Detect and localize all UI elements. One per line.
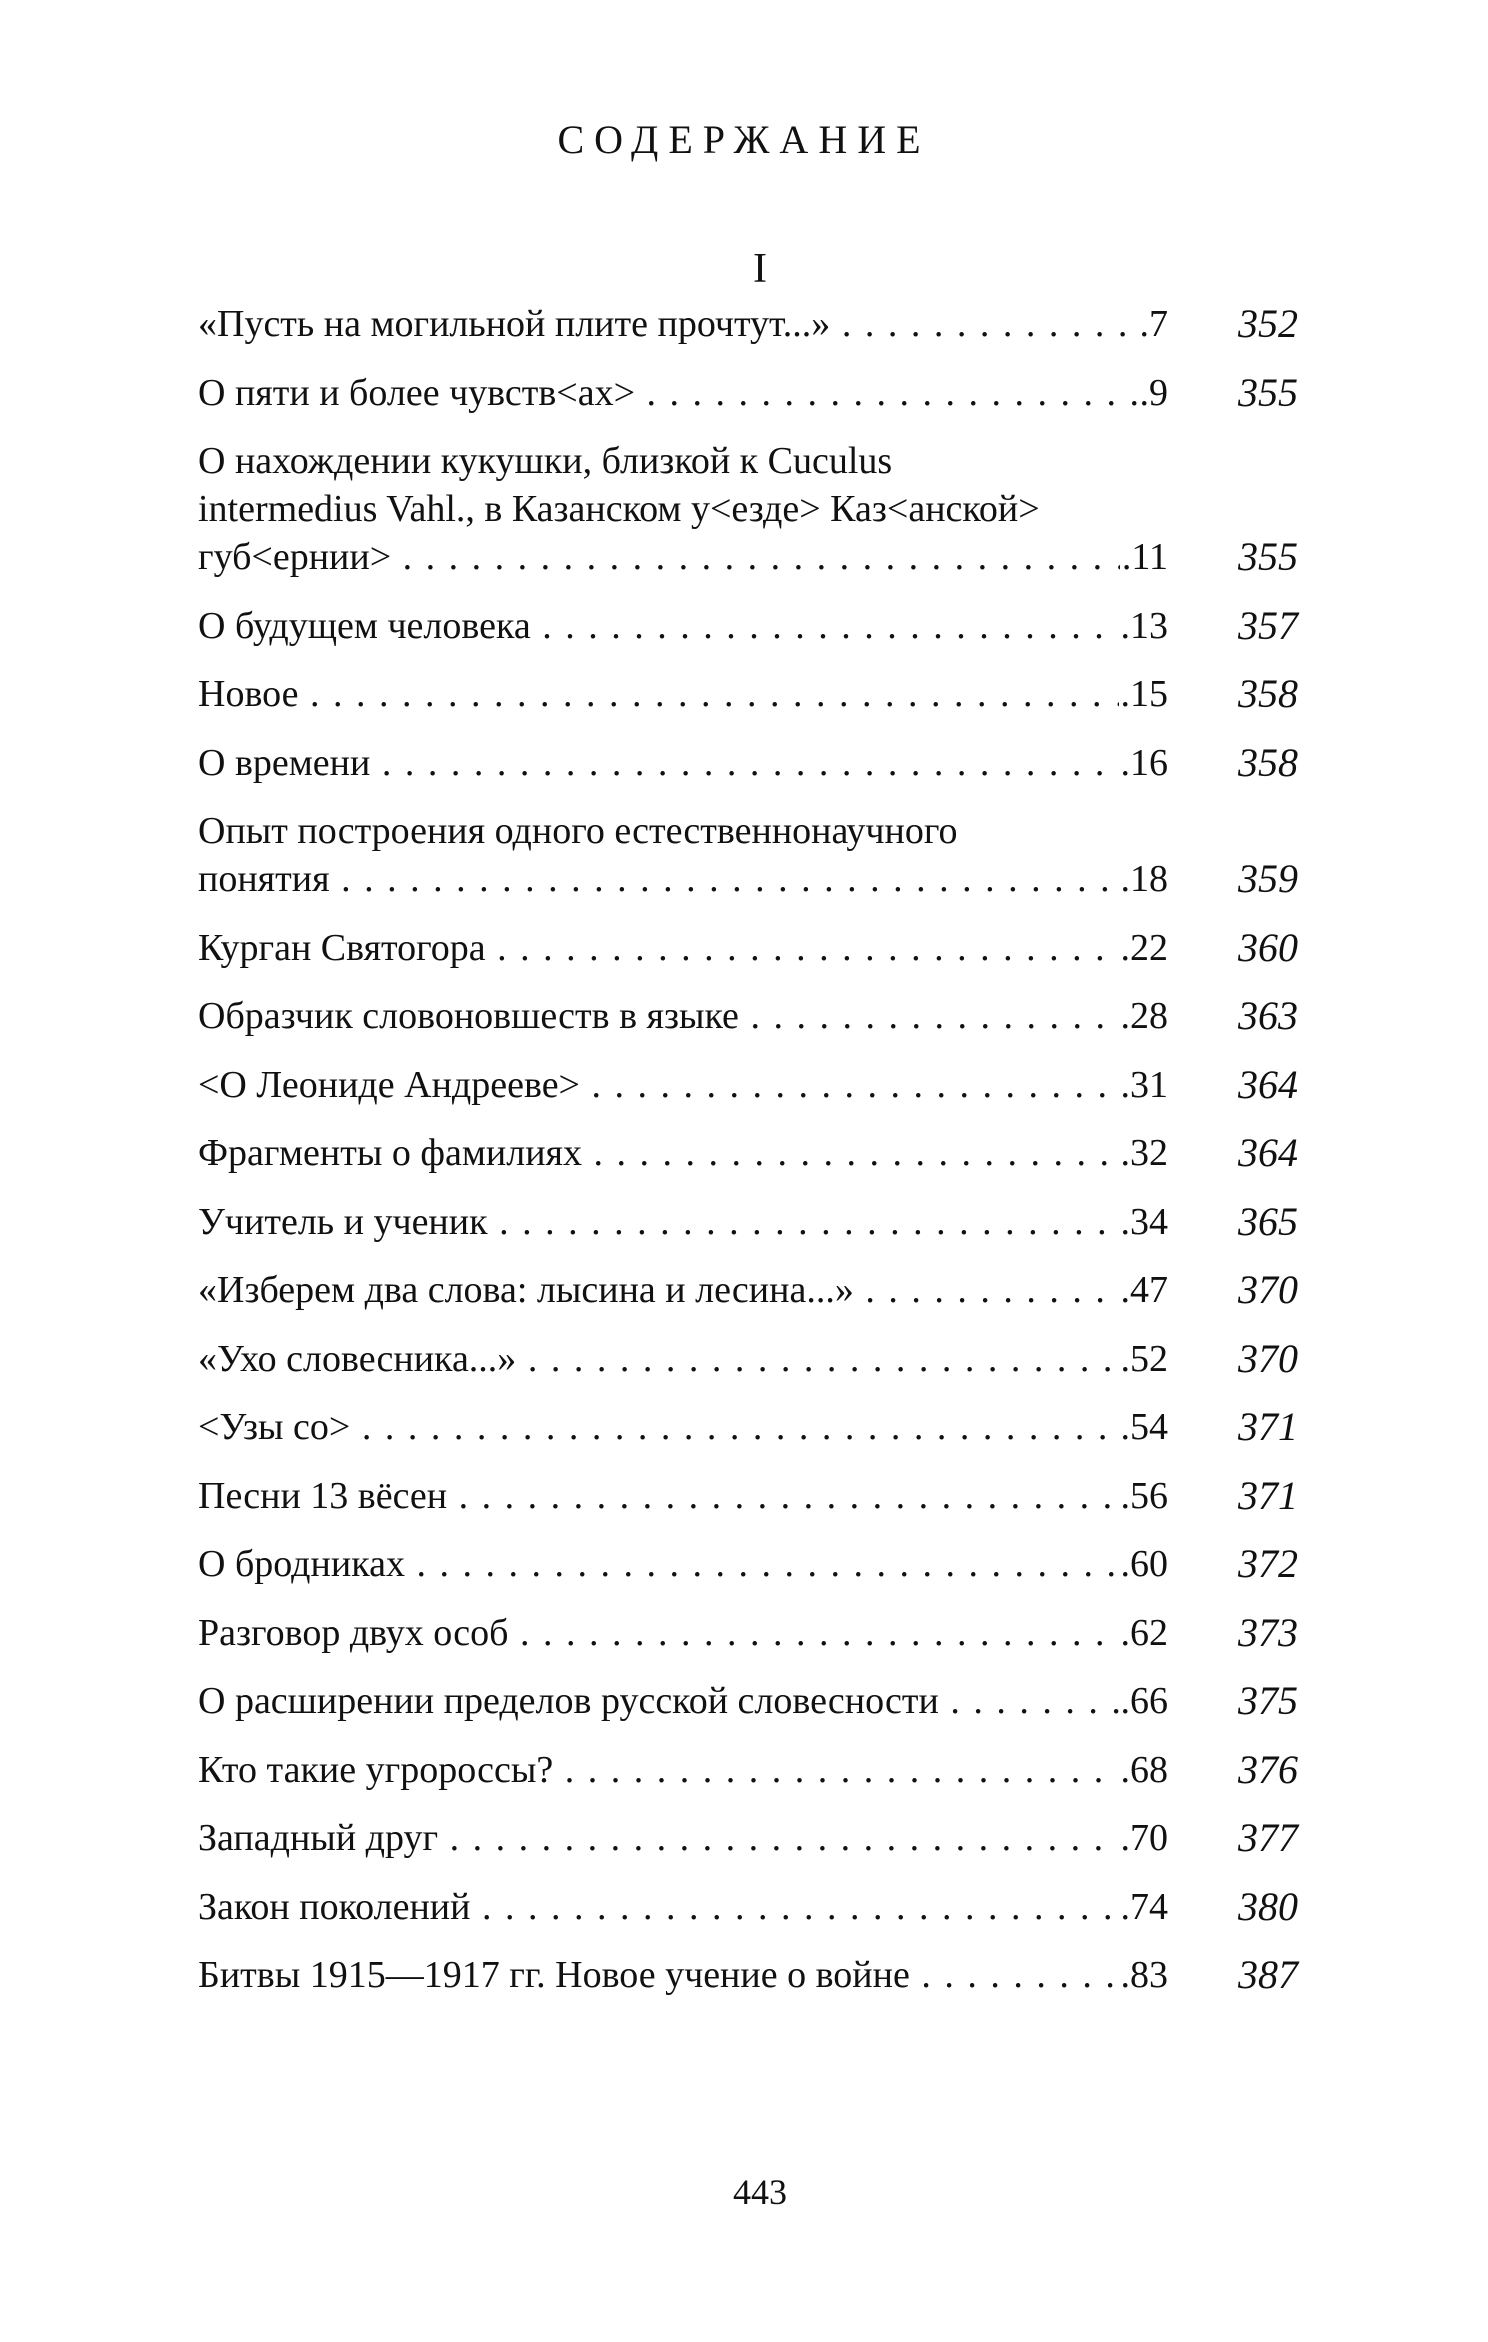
toc-entry-page: [1119, 1335, 1169, 1383]
toc-entry-page: [1119, 1540, 1169, 1588]
toc-entry-title-line: О нахождении кукушки, близкой к Cuculus: [198, 440, 893, 482]
toc-entry: [198, 1609, 1298, 1657]
toc-comment-page-number: 372: [1238, 1541, 1298, 1586]
toc-comment-page-number: 355: [1238, 534, 1298, 579]
toc-page-number: .15: [1120, 673, 1168, 715]
toc-entry-title: [198, 670, 1168, 718]
toc-entry-page: [1119, 1129, 1169, 1177]
toc-entry: [198, 1403, 1298, 1451]
toc-comment-page-number: 377: [1238, 1815, 1298, 1860]
toc-entry: [198, 1335, 1298, 1383]
toc-comment-page-number: 371: [1238, 1472, 1298, 1518]
toc-page-number: .13: [1120, 604, 1168, 647]
toc-entry-title: [198, 369, 1168, 417]
toc-entry-page: [1138, 300, 1169, 348]
toc-entry: [198, 1814, 1298, 1862]
toc-entry-title: [198, 739, 1168, 787]
toc-entry: [198, 1540, 1298, 1588]
toc-entry: [198, 300, 1298, 348]
toc-entry: [198, 670, 1298, 718]
toc-page-number: .11: [1121, 536, 1168, 578]
toc-page-number: .34: [1120, 1200, 1168, 1243]
toc-entry: [198, 1129, 1298, 1177]
toc-entry-title: [198, 1129, 1168, 1177]
toc-entry-title: [198, 992, 1168, 1040]
toc-entry-title: [198, 1403, 1168, 1451]
toc-page-number: .32: [1120, 1132, 1168, 1174]
toc-page-number: .74: [1120, 1885, 1168, 1928]
toc-entry: [198, 1951, 1298, 1999]
toc-entry-title-line: Опыт построения одного естественнонаучного: [198, 810, 958, 852]
toc-entry-title: [198, 1746, 1168, 1794]
toc-entry-title-line: <Узы со> . . .: [198, 1403, 1168, 1451]
toc-entry-title-line: Закон поколений . . .: [198, 1883, 1168, 1931]
toc-entry: [198, 1883, 1298, 1931]
toc-page-number: .54: [1120, 1406, 1168, 1448]
toc-entry-title-line: «Изберем два слова: лысина и лесина...» . . .: [198, 1266, 1168, 1314]
toc-page-number: .22: [1120, 926, 1168, 969]
toc-entry-title: [198, 1540, 1168, 1588]
toc-entry: [198, 602, 1298, 650]
toc-comment-page-number: 364: [1238, 1130, 1298, 1175]
toc-comment-page-number: 364: [1238, 1061, 1298, 1107]
table-of-contents: [198, 300, 1298, 2020]
toc-entry-page: [1119, 1883, 1169, 1931]
toc-comment-page-number: 373: [1238, 1609, 1298, 1655]
toc-entry-title-line: Фрагменты о фамилиях . . .: [198, 1129, 1168, 1177]
toc-comment-page-number: 357: [1238, 602, 1298, 648]
toc-entry-page: [1138, 369, 1169, 417]
toc-comment-page-number: 371: [1238, 1404, 1298, 1449]
toc-entry-title: [198, 602, 1168, 650]
toc-entry-page: [1119, 1814, 1169, 1862]
toc-entry: [198, 437, 1298, 581]
toc-entry: [198, 739, 1298, 787]
toc-entry-page: [1119, 855, 1169, 903]
toc-page-number: .28: [1120, 995, 1168, 1037]
toc-entry-page: [1119, 1746, 1169, 1794]
toc-entry-title-line: Кто такие угророссы? . . .: [198, 1746, 1168, 1794]
toc-entry-page: [1119, 1266, 1169, 1314]
toc-comment-page-number: 370: [1238, 1267, 1298, 1312]
toc-entry-title-line: Песни 13 вёсен . . .: [198, 1472, 1168, 1520]
toc-entry-title: [198, 300, 1168, 348]
toc-entry-title: [198, 437, 1168, 581]
toc-entry-title-line: Разговор двух особ . . .: [198, 1609, 1168, 1657]
toc-entry: [198, 1198, 1298, 1246]
toc-comment-page-number: 363: [1238, 993, 1298, 1038]
toc-entry-title-line: Учитель и ученик . . .: [198, 1198, 1168, 1246]
toc-comment-page-number: 360: [1238, 924, 1298, 970]
toc-entry-page: [1119, 924, 1169, 972]
toc-page-number: .62: [1120, 1611, 1168, 1654]
toc-entry-page: [1119, 739, 1169, 787]
toc-entry-title-line: Западный друг . . .: [198, 1814, 1168, 1862]
toc-entry-title-line: Битвы 1915—1917 гг. Новое учение о войне . . .: [198, 1951, 1168, 1999]
toc-entry: [198, 1061, 1298, 1109]
toc-comment-page-number: 358: [1238, 739, 1298, 785]
toc-entry-page: [1119, 1061, 1169, 1109]
toc-entry: [198, 1266, 1298, 1314]
toc-comment-page-number: 376: [1238, 1746, 1298, 1792]
toc-entry: [198, 992, 1298, 1040]
toc-entry-title: [198, 1061, 1168, 1109]
toc-entry-page: [1119, 1198, 1169, 1246]
toc-page-number: .70: [1120, 1817, 1168, 1859]
toc-entry-title-line: «Пусть на могильной плите прочтут...» . . .: [198, 300, 1168, 348]
toc-entry: [198, 924, 1298, 972]
toc-entry: [198, 1746, 1298, 1794]
toc-entry-title-line: О времени . . .: [198, 739, 1168, 787]
toc-page-number: .7: [1139, 303, 1168, 345]
toc-entry-title-line: Новое . . .: [198, 670, 1168, 718]
toc-entry-title-line: О будущем человека . . .: [198, 602, 1168, 650]
toc-entry-page: [1119, 602, 1169, 650]
toc-entry-page: [1119, 1677, 1169, 1725]
toc-entry-title: [198, 1609, 1168, 1657]
toc-entry: [198, 369, 1298, 417]
toc-page-number: .66: [1120, 1680, 1168, 1722]
toc-entry-page: [1120, 533, 1168, 581]
toc-entry-title-line: intermedius Vahl., в Казанском у<езде> Каз<анской>: [198, 488, 1040, 530]
toc-entry-title-line: губ<ернии> . . .: [198, 533, 1168, 581]
toc-page-number: .9: [1139, 371, 1168, 414]
toc-entry-title: [198, 1198, 1168, 1246]
toc-entry-page: [1119, 1609, 1169, 1657]
toc-entry-title: [198, 1677, 1168, 1725]
toc-entry-title-line: «Ухо словесника...» . . .: [198, 1335, 1168, 1383]
page-number: 443: [733, 2172, 787, 2212]
toc-page-number: .18: [1120, 858, 1168, 900]
toc-page-number: .83: [1120, 1954, 1168, 1996]
toc-entry-title: [198, 1883, 1168, 1931]
toc-entry-page: [1119, 1951, 1169, 1999]
toc-page-number: .52: [1120, 1337, 1168, 1380]
toc-entry-title-line: <О Леониде Андрееве> . . .: [198, 1061, 1168, 1109]
toc-entry-title-line: Образчик словоновшеств в языке . . .: [198, 992, 1168, 1040]
toc-page-number: .60: [1120, 1543, 1168, 1585]
toc-entry-title: [198, 1335, 1168, 1383]
toc-entry-title-line: понятия . . .: [198, 855, 1168, 903]
toc-entry-page: [1119, 670, 1169, 718]
toc-page-number: .56: [1120, 1474, 1168, 1517]
toc-entry: [198, 807, 1298, 903]
toc-entry-title: [198, 924, 1168, 972]
toc-entry: [198, 1472, 1298, 1520]
toc-comment-page-number: 370: [1238, 1335, 1298, 1381]
toc-comment-page-number: 380: [1238, 1883, 1298, 1929]
toc-entry-title: [198, 1266, 1168, 1314]
toc-entry: [198, 1677, 1298, 1725]
toc-page-number: .47: [1120, 1269, 1168, 1311]
toc-comment-page-number: 359: [1238, 856, 1298, 901]
toc-comment-page-number: 358: [1238, 671, 1298, 716]
toc-entry-page: [1119, 1472, 1169, 1520]
toc-comment-page-number: 387: [1238, 1952, 1298, 1997]
toc-page-number: .31: [1120, 1063, 1168, 1106]
section-numeral: I: [753, 246, 767, 292]
toc-comment-page-number: 352: [1238, 301, 1298, 346]
toc-page-number: .68: [1120, 1748, 1168, 1791]
toc-entry-title: [198, 1472, 1168, 1520]
toc-entry-title: [198, 1951, 1168, 1999]
toc-entry-title-line: Курган Святогора . . .: [198, 924, 1168, 972]
toc-entry-page: [1119, 992, 1169, 1040]
toc-entry-title: [198, 807, 1168, 903]
toc-comment-page-number: 365: [1238, 1198, 1298, 1244]
toc-comment-page-number: 355: [1238, 369, 1298, 415]
toc-page-number: .16: [1120, 741, 1168, 784]
toc-entry-title-line: О расширении пределов русской словесности . . .: [198, 1677, 1168, 1725]
toc-entry-title-line: О бродниках . . .: [198, 1540, 1168, 1588]
toc-entry-title: [198, 1814, 1168, 1862]
toc-comment-page-number: 375: [1238, 1678, 1298, 1723]
toc-entry-page: [1119, 1403, 1169, 1451]
page-title: СОДЕРЖАНИЕ: [557, 117, 931, 162]
toc-entry-title-line: О пяти и более чувств<ах> . . .: [198, 369, 1168, 417]
